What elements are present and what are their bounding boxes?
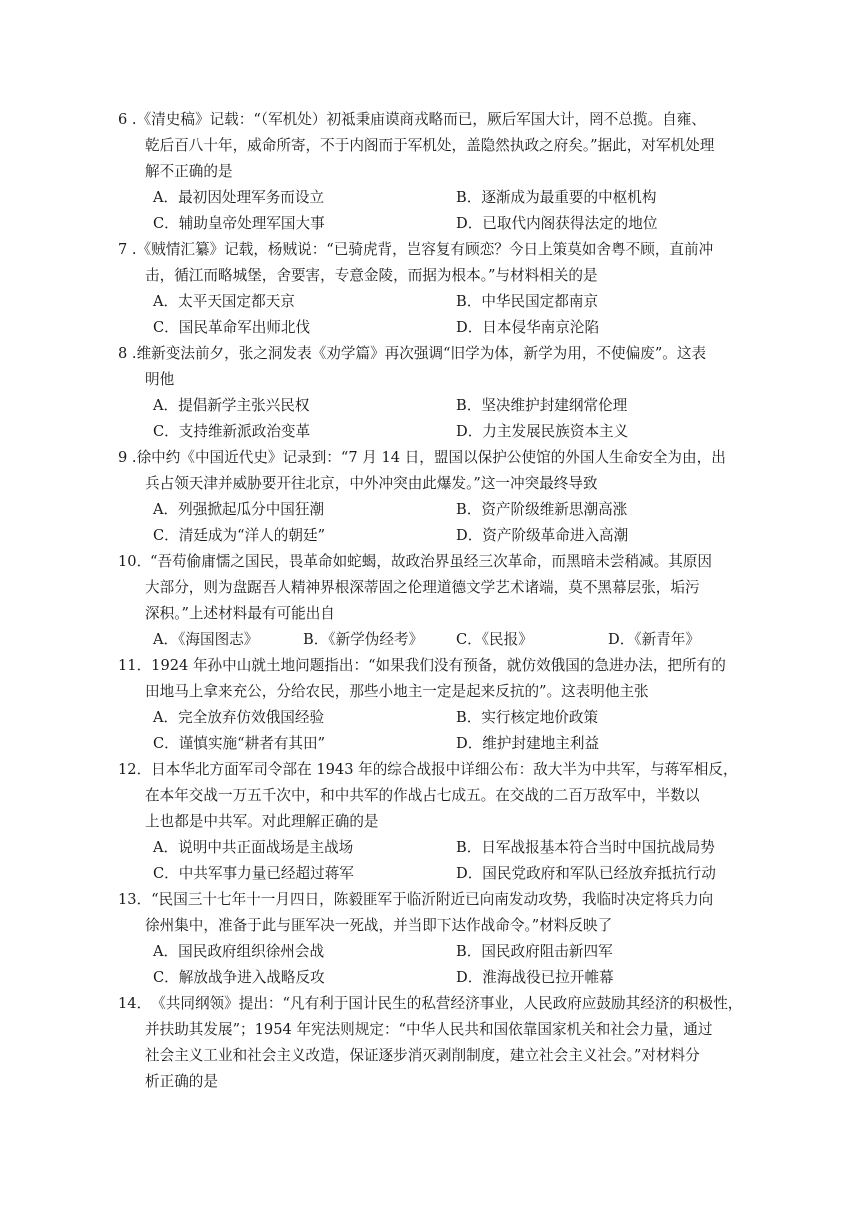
question-6 [118, 107, 748, 237]
question-stem-line: 乾后百八十年，威命所寄，不于内阁而于军机处，盖隐然执政之府矣。”据此，对军机处理 [145, 137, 715, 154]
option-a: A．提倡新学主张兴民权 [153, 397, 310, 414]
option-c: C．《民报》 [456, 631, 533, 648]
question-stem-line: “民国三十七年十一月四日，陈毅匪军于临沂附近已向南发动攻势，我临时决定将兵力向 [151, 891, 714, 908]
option-b: B．实行核定地价政策 [456, 709, 599, 726]
question-stem-line: 大部分，则为盘踞吾人精神界根深蒂固之伦理道德文学艺术诸端，莫不黑幕层张，垢污 [145, 579, 700, 596]
question-stem-line: 击，循江而略城堡，舍要害，专意金陵，而据为根本。”与材料相关的是 [145, 267, 598, 284]
question-number: 14． [118, 995, 152, 1012]
question-stem-line: 徐中约《中国近代史》记录到：“7 月 14 日，盟国以保护公使馆的外国人生命安全为由，出 [136, 449, 726, 466]
option-a: A．最初因处理军务而设立 [153, 189, 325, 206]
question-7 [118, 237, 748, 341]
question-stem-line: “吾苟偷庸懦之国民，畏革命如蛇蝎，故政治界虽经三次革命，而黑暗未尝稍减。其原因 [150, 553, 713, 570]
option-b: B．国民政府阻击新四军 [456, 943, 613, 960]
question-stem-line: 田地马上拿来充公，分给农民，那些小地主一定是起来反抗的”。这表明他主张 [145, 683, 649, 700]
option-a: A．国民政府组织徐州会战 [153, 943, 325, 960]
options [118, 289, 748, 341]
question-stem-line: 析正确的是 [145, 1073, 218, 1090]
option-b: B．资产阶级维新思潮高涨 [456, 501, 628, 518]
question-14 [118, 991, 748, 1095]
question-stem-line: 解不正确的是 [145, 163, 233, 180]
option-d: D．已取代内阁获得法定的地位 [456, 215, 658, 232]
option-d: D．《新青年》 [608, 631, 700, 648]
option-c: C．辅助皇帝处理军国大事 [153, 215, 325, 232]
option-d: D．资产阶级革命进入高潮 [456, 527, 629, 544]
question-number: 8 . [118, 345, 137, 362]
question-stem-line: 《贼情汇纂》记载，杨贼说：“已骑虎背，岂容复有顾恋？今日上策莫如舍粤不顾，直前冲 [136, 241, 714, 258]
option-d: D．国民党政府和军队已经放弃抵抗行动 [456, 865, 716, 882]
option-d: D．淮海战役已拉开帷幕 [456, 969, 614, 986]
option-c: C．解放战争进入战略反攻 [153, 969, 325, 986]
question-stem-line: 《共同纲领》提出：“凡有利于国计民生的私营经济事业，人民政府应鼓励其经济的积极性， [151, 995, 743, 1012]
options [118, 939, 748, 991]
option-b: B．逐渐成为最重要的中枢机构 [456, 189, 657, 206]
question-13 [118, 887, 748, 991]
option-c: C．中共军事力量已经超过蒋军 [153, 865, 354, 882]
option-c: C．支持维新派政治变革 [153, 423, 311, 440]
options [118, 705, 748, 757]
question-stem-line: 社会主义工业和社会主义改造，保证逐步消灭剥削制度，建立社会主义社会。”对材料分 [145, 1047, 700, 1064]
question-stem-line: 日本华北方面军司令部在 1943 年的综合战报中详细公布：敌大半为中共军，与蒋军相反， [151, 761, 738, 778]
options [118, 835, 748, 887]
option-d: D．日本侵华南京沦陷 [456, 319, 600, 336]
option-b: B．坚决维护封建纲常伦理 [456, 397, 628, 414]
question-9 [118, 445, 748, 549]
option-a: A．太平天国定都天京 [153, 293, 295, 310]
question-stem-line: 1924 年孙中山就土地问题指出：“如果我们没有预备，就仿效俄国的急进办法，把所有的 [151, 657, 726, 674]
question-number: 9 . [118, 449, 137, 466]
option-d: D．维护封建地主利益 [456, 735, 600, 752]
question-stem-line: 兵占领天津并威胁要开往北京，中外冲突由此爆发。”这一冲突最终导致 [145, 475, 598, 492]
question-number: 13． [118, 891, 152, 908]
question-number: 7 . [118, 241, 137, 258]
question-stem-line: 上也都是中共军。对此理解正确的是 [145, 813, 379, 830]
option-b: B．《新学伪经考》 [303, 631, 424, 648]
option-d: D．力主发展民族资本主义 [456, 423, 629, 440]
option-c: C．谨慎实施“耕者有其田” [153, 735, 326, 752]
question-8 [118, 341, 748, 445]
option-b: B．日军战报基本符合当时中国抗战局势 [456, 839, 715, 856]
options [118, 393, 748, 445]
question-stem-line: 并扶助其发展”；1954 年宪法则规定：“中华人民共和国依靠国家机关和社会力量，通过 [145, 1021, 713, 1038]
question-number: 12． [118, 761, 152, 778]
question-stem-line: 在本年交战一万五千次中，和中共军的作战占七成五。在交战的二百万敌军中，半数以 [145, 787, 700, 804]
options [118, 185, 748, 237]
question-number: 11． [118, 657, 152, 674]
question-stem-line: 深积。”上述材料最有可能出自 [145, 605, 335, 622]
question-stem-line: 明他 [145, 371, 175, 388]
option-a: A．《海国图志》 [153, 631, 259, 648]
question-stem-line: 维新变法前夕，张之洞发表《劝学篇》再次强调“旧学为体，新学为用，不使偏废”。这表 [136, 345, 707, 362]
question-stem-line: 《清史稿》记载：“（军机处）初祗秉庙谟商戎略而已，厥后军国大计，罔不总揽。自雍、 [136, 111, 706, 128]
option-c: C．清廷成为“洋人的朝廷” [153, 527, 326, 544]
question-10 [118, 549, 748, 653]
option-a: A．说明中共正面战场是主战场 [153, 839, 354, 856]
question-11 [118, 653, 748, 757]
options [118, 497, 748, 549]
question-number: 10． [118, 553, 152, 570]
question-number: 6 . [118, 111, 137, 128]
question-stem-line: 徐州集中，准备于此与匪军决一死战，并当即下达作战命令。”材料反映了 [145, 917, 613, 934]
option-a: A．列强掀起瓜分中国狂潮 [153, 501, 325, 518]
option-c: C．国民革命军出师北伐 [153, 319, 311, 336]
option-a: A．完全放弃仿效俄国经验 [153, 709, 325, 726]
question-12 [118, 757, 748, 887]
options [118, 627, 748, 653]
option-b: B．中华民国定都南京 [456, 293, 599, 310]
